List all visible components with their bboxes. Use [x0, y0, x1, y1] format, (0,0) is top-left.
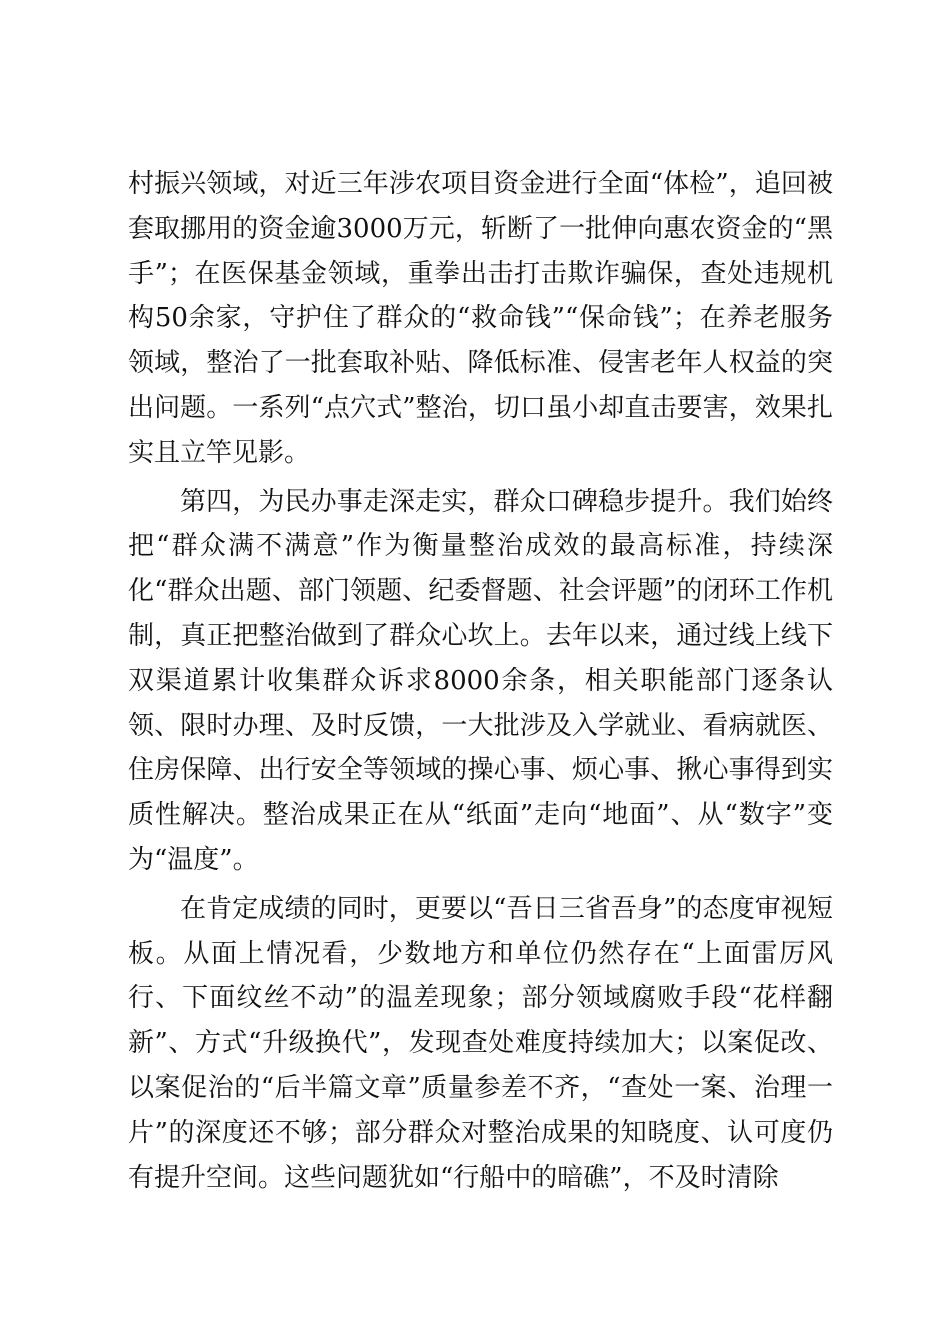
- paragraph-shortcomings: 在肯定成绩的同时，更要以“吾日三省吾身”的态度审视短板。从面上情况看，少数地方和单位仍然存在“上面雷厉风行、下面纹丝不动”的温差现象；部分领域腐败手段“花样翻新”、方式“升级换代”，发现查处难度持续加大；以案促改、以案促治的“后半篇文章”质量参差不齐，“查处一案、治理一片”的深度还不够；部分群众对整治成果的知晓度、认可度仍有提升空间。这些问题犹如“行船中的暗礁”，不及时清除: [128, 893, 833, 1193]
- body-text: [128, 162, 833, 1200]
- paragraph-continuation: 村振兴领域，对近三年涉农项目资金进行全面“体检”，追回被套取挪用的资金逾3000万元，斩断了一批伸向惠农资金的“黑手”；在医保基金领域，重拳出击打击欺诈骗保，查处违规机构50余家，守护住了群众的“救命钱”“保命钱”；在养老服务领域，整治了一批套取补贴、降低标准、侵害老年人权益的突出问题。一系列“点穴式”整治，切口虽小却直击要害，效果扎实且立竿见影。: [128, 169, 833, 468]
- paragraph-point-four: 第四，为民办事走深走实，群众口碑稳步提升。我们始终把“群众满不满意”作为衡量整治成效的最高标准，持续深化“群众出题、部门领题、纪委督题、社会评题”的闭环工作机制，真正把整治做到了群众心坎上。去年以来，通过线上线下双渠道累计收集群众诉求8000余条，相关职能部门逐条认领、限时办理、及时反馈，一大批涉及入学就业、看病就医、住房保障、出行安全等领域的操心事、烦心事、揪心事得到实质性解决。整治成果正在从“纸面”走向“地面”、从“数字”变为“温度”。: [128, 486, 833, 875]
